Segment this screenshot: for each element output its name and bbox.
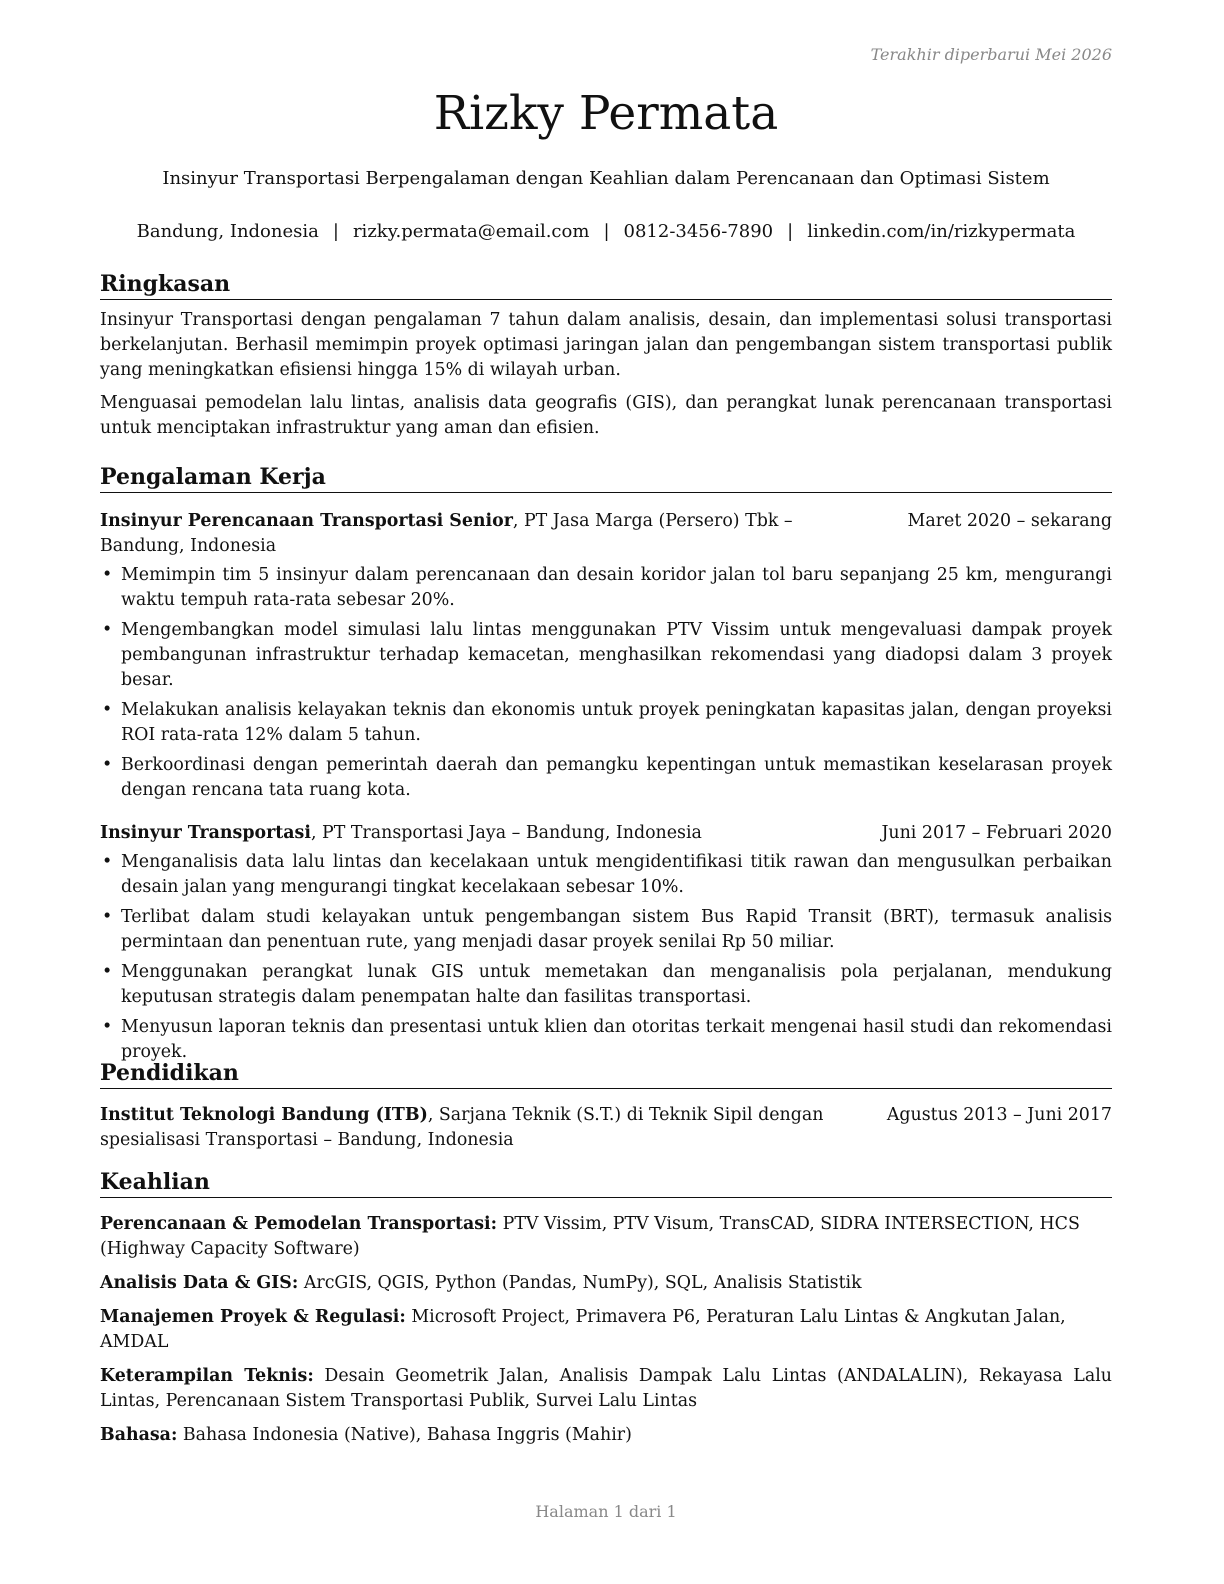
skill-label: Manajemen Proyek & Regulasi: xyxy=(100,1307,406,1327)
contact-email[interactable]: rizky.permata@email.com xyxy=(352,221,590,242)
skill-label: Perencanaan & Pemodelan Transportasi: xyxy=(100,1214,498,1234)
job-org: , PT Jasa Marga (Persero) Tbk – Bandung, Indonesia xyxy=(100,511,793,556)
bullet-item xyxy=(100,753,1112,803)
school-name: Institut Teknologi Bandung (ITB) xyxy=(100,1105,428,1125)
section-title: Ringkasan xyxy=(100,271,1112,300)
job-dates: Maret 2020 – sekarang xyxy=(907,511,1112,531)
skill-value: Microsoft Project, Primavera P6, Peraturan Lalu Lintas & Angkutan Jalan, AMDAL xyxy=(100,1307,1066,1352)
skill-row xyxy=(100,1364,1112,1414)
skill-label: Keterampilan Teknis: xyxy=(100,1366,314,1386)
bullet-dot: • xyxy=(102,755,113,775)
education-entry xyxy=(100,1103,1112,1153)
job-header xyxy=(100,509,1112,559)
bullet-item xyxy=(100,698,1112,748)
skill-row xyxy=(100,1271,1112,1296)
bullet-item xyxy=(100,960,1112,1010)
education-section xyxy=(100,1060,1112,1153)
summary-paragraph: Insinyur Transportasi dengan pengalaman 7 tahun dalam analisis, desain, dan implementasi solusi transportasi berkelanjutan. Berhasil memimpin proyek optimasi jaringan jalan dan pengembangan sistem transportasi publik yang meningkatkan efisiensi hingga 15% di wilayah urban. xyxy=(100,310,1112,380)
skill-label: Bahasa: xyxy=(100,1425,178,1445)
bullet-dot: • xyxy=(102,852,113,872)
bullet-dot: • xyxy=(102,1017,113,1037)
skill-value: Bahasa Indonesia (Native), Bahasa Inggris (Mahir) xyxy=(177,1425,632,1445)
skill-row xyxy=(100,1423,1112,1448)
education-line xyxy=(100,1103,887,1153)
bullet-dot: • xyxy=(102,565,113,585)
bullet-text: Memimpin tim 5 insinyur dalam perencanaan dan desain koridor jalan tol baru sepanjang 25 km, mengurangi waktu tempuh rata-rata sebesar 20%. xyxy=(121,565,1112,610)
bullet-item xyxy=(100,905,1112,955)
contact-linkedin[interactable]: linkedin.com/in/rizkypermata xyxy=(807,221,1076,242)
skills-section xyxy=(100,1169,1112,1448)
bullet-text: Mengembangkan model simulasi lalu lintas menggunakan PTV Vissim untuk mengevaluasi dampak proyek pembangunan infrastruktur terhadap kemacetan, menghasilkan rekomendasi yang diadopsi dalam 3 proyek besar. xyxy=(121,620,1112,690)
section-title: Keahlian xyxy=(100,1169,1112,1198)
contact-separator: | xyxy=(787,221,794,242)
bullet-item xyxy=(100,618,1112,693)
education-dates: Agustus 2013 – Juni 2017 xyxy=(886,1105,1112,1125)
contact-location: Bandung, Indonesia xyxy=(136,221,319,242)
bullet-text: Menyusun laporan teknis dan presentasi untuk klien dan otoritas terkait mengenai hasil studi dan rekomendasi proyek. xyxy=(121,1017,1112,1062)
contact-phone: 0812-3456-7890 xyxy=(623,221,774,242)
contact-separator: | xyxy=(332,221,339,242)
summary-section xyxy=(100,271,1112,441)
bullet-text: Menggunakan perangkat lunak GIS untuk memetakan dan menganalisis pola perjalanan, mendukung keputusan strategis dalam penempatan halte dan fasilitas transportasi. xyxy=(121,962,1112,1007)
skill-row xyxy=(100,1305,1112,1355)
skill-value: ArcGIS, QGIS, Python (Pandas, NumPy), SQL, Analisis Statistik xyxy=(298,1273,862,1293)
skill-row xyxy=(100,1212,1112,1262)
section-title: Pengalaman Kerja xyxy=(100,464,1112,493)
degree-detail: , Sarjana Teknik (S.T.) di Teknik Sipil dengan spesialisasi Transportasi – Bandung, Indonesia xyxy=(100,1105,824,1150)
last-updated-note: Terakhir diperbarui Mei 2026 xyxy=(870,45,1112,64)
bullet-text: Terlibat dalam studi kelayakan untuk pengembangan sistem Bus Rapid Transit (BRT), termasuk analisis permintaan dan penentuan rute, yang menjadi dasar proyek senilai Rp 50 miliar. xyxy=(121,907,1112,952)
job-org: , PT Transportasi Jaya – Bandung, Indonesia xyxy=(310,823,702,843)
bullet-text: Menganalisis data lalu lintas dan kecelakaan untuk mengidentifikasi titik rawan dan mengusulkan perbaikan desain jalan yang mengurangi tingkat kecelakaan sebesar 10%. xyxy=(121,852,1112,897)
contact-separator: | xyxy=(603,221,610,242)
job-dates: Juni 2017 – Februari 2020 xyxy=(881,823,1112,843)
bullet-text: Melakukan analisis kelayakan teknis dan ekonomis untuk proyek peningkatan kapasitas jalan, dengan proyeksi ROI rata-rata 12% dalam 5 tahun. xyxy=(121,700,1112,745)
skill-value: Desain Geometrik Jalan, Analisis Dampak Lalu Lintas (ANDALALIN), Rekayasa Lalu Lintas, Perencanaan Sistem Transportasi Publik, Survei Lalu Lintas xyxy=(100,1366,1112,1411)
bullet-text: Berkoordinasi dengan pemerintah daerah dan pemangku kepentingan untuk memastikan keselarasan proyek dengan rencana tata ruang kota. xyxy=(121,755,1112,800)
summary-paragraph: Menguasai pemodelan lalu lintas, analisis data geografis (GIS), dan perangkat lunak perencanaan transportasi untuk menciptakan infrastruktur yang aman dan efisien. xyxy=(100,393,1112,438)
section-title: Pendidikan xyxy=(100,1060,1112,1089)
bullet-item xyxy=(100,1015,1112,1065)
bullet-dot: • xyxy=(102,700,113,720)
job-bullets xyxy=(100,563,1112,803)
job-role: Insinyur Perencanaan Transportasi Senior xyxy=(100,511,513,531)
contact-line xyxy=(100,221,1112,242)
skill-label: Analisis Data & GIS: xyxy=(100,1273,299,1293)
bullet-dot: • xyxy=(102,962,113,982)
job-header xyxy=(100,821,1112,846)
skill-value: PTV Vissim, PTV Visum, TransCAD, SIDRA INTERSECTION, HCS (Highway Capacity Software) xyxy=(100,1214,1080,1259)
experience-section xyxy=(100,464,1112,1070)
bullet-dot: • xyxy=(102,620,113,640)
job-title-line xyxy=(100,821,881,846)
candidate-name: Rizky Permata xyxy=(433,86,779,141)
bullet-item xyxy=(100,563,1112,613)
bullet-item xyxy=(100,850,1112,900)
headline: Insinyur Transportasi Berpengalaman dengan Keahlian dalam Perencanaan dan Optimasi Sistem xyxy=(162,168,1050,189)
bullet-dot: • xyxy=(102,907,113,927)
page-number: Halaman 1 dari 1 xyxy=(535,1502,677,1521)
job-role: Insinyur Transportasi xyxy=(100,823,311,843)
job-title-line xyxy=(100,509,908,559)
job-bullets xyxy=(100,850,1112,1065)
